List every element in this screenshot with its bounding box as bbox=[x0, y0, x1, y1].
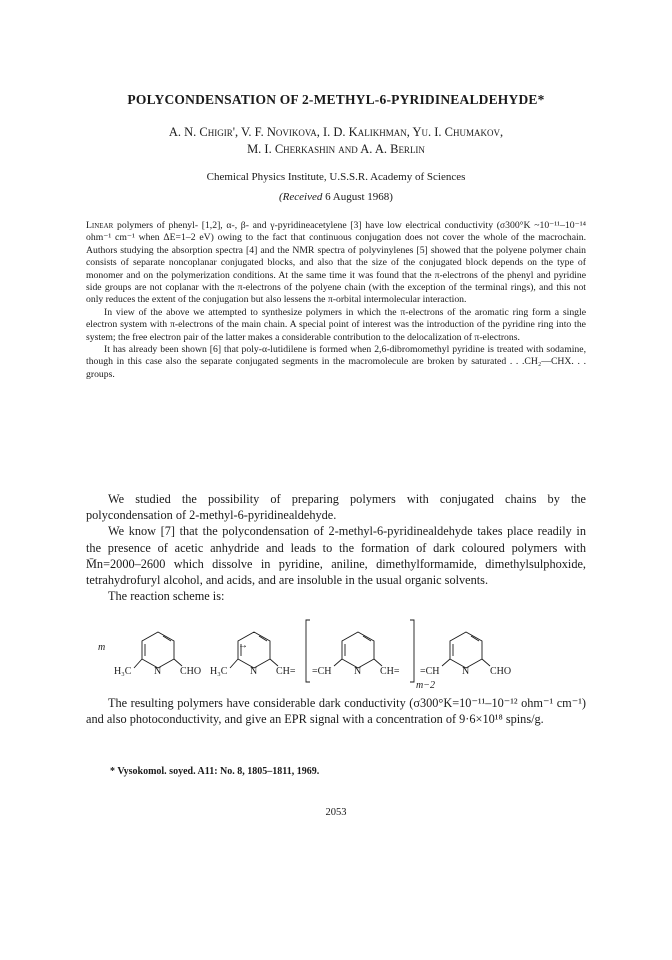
body-paragraph-1: We studied the possibility of preparing polymers with conjugated chains by the polycondensation of 2-methyl-6-pyridinealdehyde. bbox=[86, 492, 586, 523]
reaction-scheme bbox=[80, 612, 590, 692]
result-paragraph: The resulting polymers have considerable dark conductivity (σ300°K=10⁻¹¹–10⁻¹² ohm⁻¹ cm⁻¹) and also photoconductivity, and give an EPR signal with a concentration of 9·6×10¹⁸ spins/g. bbox=[86, 696, 586, 727]
abstract bbox=[86, 220, 586, 381]
scheme-n-2: N bbox=[250, 666, 258, 677]
abstract-lead-word: Linear bbox=[86, 220, 114, 231]
page-number: 2053 bbox=[325, 807, 347, 818]
pyridine-ring-terminal bbox=[450, 632, 482, 668]
scheme-n-1: N bbox=[154, 666, 162, 677]
author-line-1: A. N. Chigir', V. F. Novikova, I. D. Kalikhman, Yu. I. Chumakov, bbox=[168, 125, 504, 139]
abstract-paragraph-2: In view of the above we attempted to synthesize polymers in which the π-electrons of the aromatic ring form a single electron system with π-electrons of the main chain. A special point of interest was the introduction of the pyridine ring into the system; the free electron pair of the latter makes a considerable contribution to the delocalization of π-electrons. bbox=[86, 306, 586, 343]
institution: Chemical Physics Institute, U.S.S.R. Academy of Sciences bbox=[206, 171, 466, 183]
scheme-h3c-left: H₃C bbox=[114, 666, 132, 677]
scheme-ch-4: =CH bbox=[420, 666, 440, 677]
scheme-cho-2: CHO bbox=[490, 666, 512, 677]
scheme-cho-1: CHO bbox=[180, 666, 202, 677]
abstract-paragraph-3: It has already been shown [6] that poly-α-lutidilene is formed when 2,6-dibromomethyl pyridine is treated with sodamine, though in this case also the separate conjugated segments in the macromolecule are broken by saturated . . .CH₂—CHX. . . groups. bbox=[86, 344, 586, 380]
pyridine-ring-monomer bbox=[142, 632, 174, 668]
reaction-scheme-drawing bbox=[80, 612, 590, 692]
abstract-paragraph-1-text: polymers of phenyl- [1,2], α-, β- and γ-pyridineacetylene [3] have low electrical conductivity (σ300°K ~10⁻¹¹–10⁻¹⁴ ohm⁻¹ cm⁻¹ when ΔE=1–2 eV) owing to the fact that continuous conjugation does not cover the whole of the macrochain. Authors studying the absorption spectra [4] and the NMR spectra of polyvinylenes [5] showed that the polyene polymer chain consists of separate noncoplanar conjugated blocks, and also that the size of the conjugated block depends on the type of monomer and on the polymerization conditions. At the same time it was found that the π-electrons of the phenyl and pyridine side groups are not coplanar with the π-electrons of the polyene chain (with the exception of the terminal rings), and this not only reduces the extent of the conjugation but also lessens the π-orbital intermolecular interaction. bbox=[86, 220, 587, 306]
scheme-n-3: N bbox=[354, 666, 362, 677]
pyridine-ring-2 bbox=[342, 632, 374, 668]
author-line-2: M. I. Cherkashin and A. A. Berlin bbox=[247, 142, 425, 156]
body-text bbox=[86, 491, 586, 604]
abstract-paragraph-1 bbox=[86, 220, 586, 307]
author-list bbox=[0, 124, 672, 158]
bracket-left bbox=[306, 620, 310, 682]
received-label: (Received bbox=[279, 191, 323, 203]
scheme-ch-2: =CH bbox=[312, 666, 332, 677]
body-paragraph-3: The reaction scheme is: bbox=[108, 589, 225, 604]
footnote: * Vysokomol. soyed. A11: No. 8, 1805–1811, 1969. bbox=[110, 766, 320, 777]
scheme-arrow: → bbox=[238, 640, 248, 651]
received-date-value: 6 August 1968) bbox=[325, 191, 393, 203]
paper-title: POLYCONDENSATION OF 2-METHYL-6-PYRIDINEALDEHYDE* bbox=[127, 92, 545, 107]
scheme-n-4: N bbox=[462, 666, 470, 677]
body-paragraph-2: We know [7] that the polycondensation of 2-methyl-6-pyridinealdehyde takes place readily in the presence of acetic anhydride and leads to the formation of dark coloured polymers with M̄n=2000–2600 which dissolve in pyridine, aniline, dimethylformamide, dimethylsulphoxide, tetrahydrofuryl alcohol, and acids, and are insoluble in the usual organic solvents. bbox=[86, 524, 586, 588]
scheme-ch-3: CH= bbox=[380, 666, 400, 677]
result-text bbox=[86, 695, 586, 727]
scheme-m: m bbox=[98, 642, 106, 653]
received-date bbox=[0, 191, 672, 203]
scheme-ch-1: CH= bbox=[276, 666, 296, 677]
bracket-right bbox=[410, 620, 414, 682]
scheme-h3c-right: H₃C bbox=[210, 666, 228, 677]
scheme-subscript-m-2: m−2 bbox=[416, 680, 435, 691]
